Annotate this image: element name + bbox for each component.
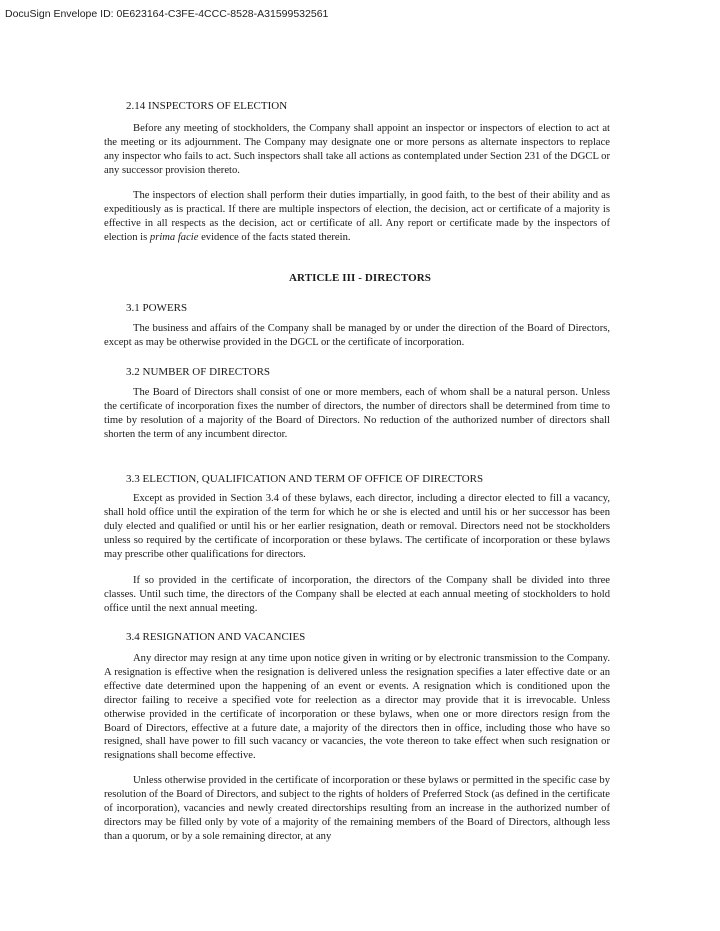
section-3-2-paragraph: The Board of Directors shall consist of one or more members, each of whom shall be a natural person. Unless the certificate of incorporation fixes the number of directors, the number of directors shall be determined from time to time by resolution of a majority of the Board of Directors. No reduction of the authorized number of directors shall shorten the term of any incumbent director. <box>104 387 610 440</box>
section-2-14-paragraph-2 <box>104 189 610 245</box>
section-3-3-heading: 3.3 ELECTION, QUALIFICATION AND TERM OF OFFICE OF DIRECTORS <box>126 473 484 485</box>
docusign-envelope-id: DocuSign Envelope ID: 0E623164-C3FE-4CCC-8528-A31599532561 <box>5 8 329 20</box>
section-2-14-heading: 2.14 INSPECTORS OF ELECTION <box>126 100 288 112</box>
paragraph-text-end: evidence of the facts stated therein. <box>198 231 351 243</box>
section-3-4-paragraph-1: Any director may resign at any time upon notice given in writing or by electronic transmission to the Company. A resignation is effective when the resignation is delivered unless the resignation specifies a later effective date or an effective date determined upon the happening of an event or events. A resignation which is conditioned upon the director failing to receive a specified vote for reelection as a director may provide that it is irrevocable. Unless otherwise provided in the certificate of incorporation or these bylaws, when one or more directors resign from the Board of Directors, effective at a future date, a majority of the directors then in office, including those who have so resigned, shall have power to fill such vacancy or vacancies, the vote thereon to take effect when such resignation or resignations shall become effective. <box>104 653 610 762</box>
section-3-3-paragraph-1: Except as provided in Section 3.4 of these bylaws, each director, including a director elected to fill a vacancy, shall hold office until the expiration of the term for which he or she is elected and until his or her successor has been duly elected and qualified or until his or her earlier resignation, death or removal. Directors need not be stockholders unless so required by the certificate of incorporation or these bylaws. The certificate of incorporation or these bylaws may prescribe other qualifications for directors. <box>104 493 610 560</box>
italic-term: prima facie <box>149 231 199 243</box>
section-3-4-heading: 3.4 RESIGNATION AND VACANCIES <box>126 631 306 643</box>
section-3-1-heading: 3.1 POWERS <box>126 302 188 314</box>
section-3-3-paragraph-2: If so provided in the certificate of incorporation, the directors of the Company shall be divided into three classes. Until such time, the directors of the Company shall be elected at each annual meeting of stockholders to hold office until the next annual meeting. <box>104 575 610 614</box>
article-iii-title: ARTICLE III - DIRECTORS <box>289 272 431 284</box>
section-2-14-paragraph-1: Before any meeting of stockholders, the Company shall appoint an inspector or inspectors of election to act at the meeting or its adjournment. The Company may designate one or more persons as alternate inspectors to replace any inspector who fails to act. Such inspectors shall take all actions as contemplated under Section 231 of the DGCL or any successor provision thereto. <box>104 123 610 176</box>
section-3-2-heading: 3.2 NUMBER OF DIRECTORS <box>126 366 271 378</box>
paragraph-text: The inspectors of election shall perform their duties impartially, in good faith, to the best of their ability and as expeditiously as is practical. If there are multiple inspectors of election, the decision, act or certificate of a majority is effective in all respects as the decision, act or certificate of all. Any report or certificate made by the inspectors of election is <box>104 190 610 243</box>
section-3-1-paragraph: The business and affairs of the Company shall be managed by or under the direction of the Board of Directors, except as may be otherwise provided in the DGCL or the certificate of incorporation. <box>104 323 610 348</box>
section-3-4-paragraph-2: Unless otherwise provided in the certificate of incorporation or these bylaws or permitted in the specific case by resolution of the Board of Directors, and subject to the rights of holders of Preferred Stock (as defined in the certificate of incorporation), vacancies and newly created directorships resulting from an increase in the authorized number of directors may be filled only by vote of a majority of the remaining members of the Board of Directors, although less than a quorum, or by a sole remaining director, at any <box>104 775 610 842</box>
